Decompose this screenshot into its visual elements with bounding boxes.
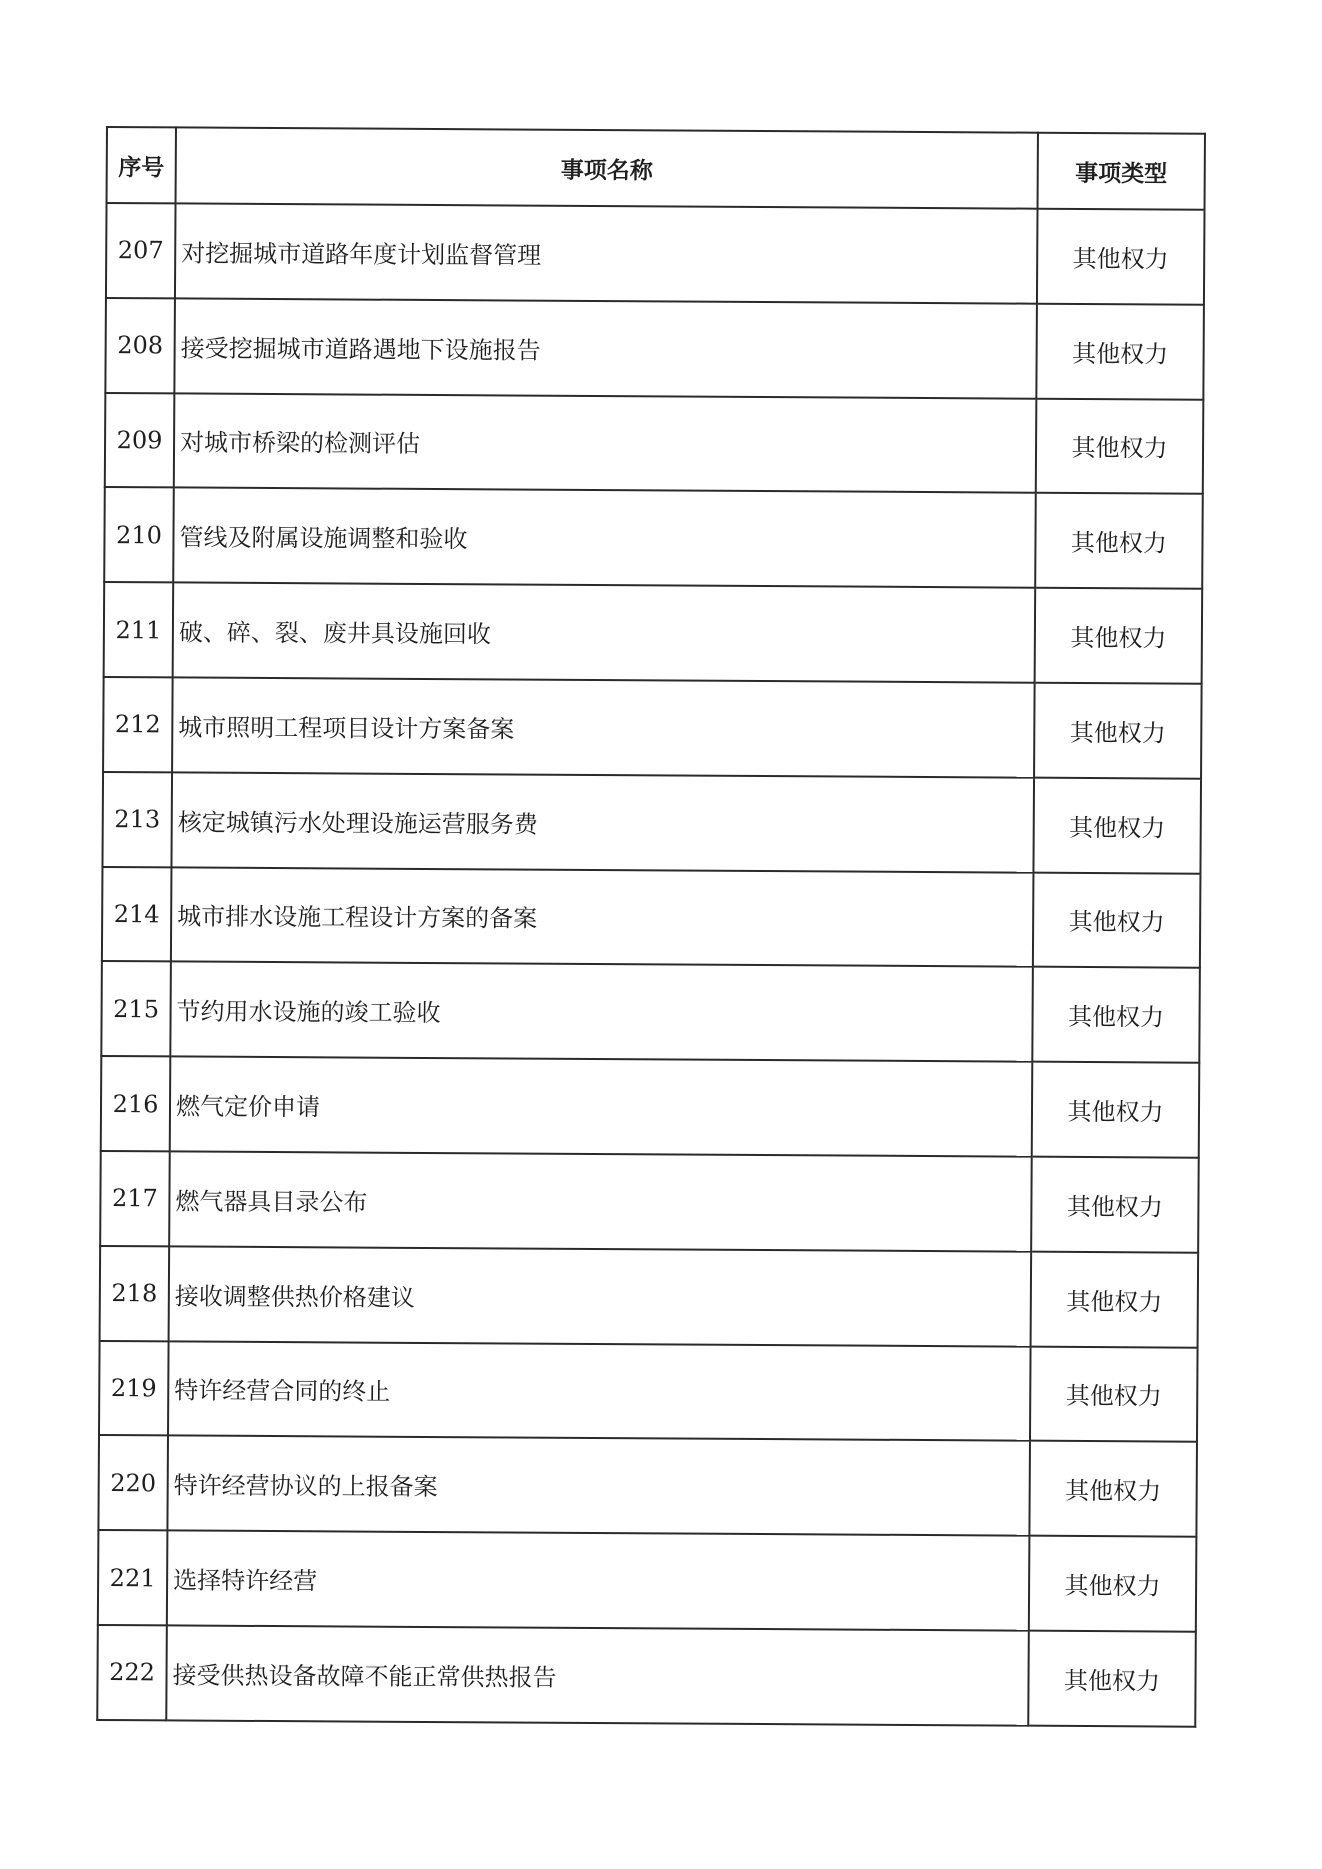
table-row	[104, 582, 1203, 684]
row-type: 其他权力	[1033, 777, 1201, 873]
table-row	[98, 1435, 1197, 1537]
table-row	[105, 298, 1204, 400]
row-type: 其他权力	[1032, 1062, 1200, 1158]
table-body	[97, 203, 1204, 1726]
table-row	[106, 203, 1205, 305]
row-name: 对城市桥梁的检测评估	[174, 393, 1037, 493]
row-name: 破、碎、裂、废井具设施回收	[173, 583, 1036, 683]
row-no: 217	[100, 1151, 170, 1246]
table-row	[103, 677, 1202, 779]
table-row	[105, 393, 1204, 495]
row-no: 208	[105, 298, 175, 393]
row-name: 燃气器具目录公布	[169, 1151, 1032, 1251]
row-type: 其他权力	[1030, 1346, 1198, 1442]
header-type: 事项类型	[1038, 133, 1205, 210]
row-no: 215	[101, 961, 171, 1056]
row-no: 220	[98, 1435, 168, 1530]
row-name: 接收调整供热价格建议	[169, 1246, 1032, 1346]
row-type: 其他权力	[1037, 209, 1205, 305]
row-type: 其他权力	[1028, 1631, 1196, 1727]
row-type: 其他权力	[1032, 967, 1200, 1063]
row-name: 燃气定价申请	[170, 1057, 1033, 1157]
row-type: 其他权力	[1033, 872, 1201, 968]
row-no: 221	[98, 1530, 168, 1625]
row-no: 210	[104, 487, 174, 582]
header-row	[107, 127, 1205, 210]
row-type: 其他权力	[1031, 1251, 1199, 1347]
row-name: 节约用水设施的竣工验收	[170, 962, 1033, 1062]
table-row	[97, 1625, 1196, 1727]
row-no: 207	[106, 203, 176, 298]
row-name: 城市排水设施工程设计方案的备案	[171, 867, 1034, 967]
row-no: 219	[99, 1341, 169, 1436]
row-name: 对挖掘城市道路年度计划监督管理	[175, 203, 1038, 303]
row-name: 特许经营合同的终止	[168, 1341, 1031, 1441]
row-no: 209	[105, 393, 175, 488]
row-no: 211	[104, 582, 174, 677]
row-type: 其他权力	[1031, 1157, 1199, 1253]
table-header	[107, 127, 1205, 210]
row-no: 212	[103, 677, 173, 772]
row-name: 选择特许经营	[167, 1531, 1030, 1631]
table-row	[102, 772, 1201, 874]
row-no: 222	[97, 1625, 167, 1720]
row-type: 其他权力	[1029, 1536, 1197, 1632]
table-row	[104, 487, 1203, 589]
table-row	[102, 867, 1201, 969]
table-row	[98, 1530, 1197, 1632]
table-row	[100, 1151, 1199, 1253]
table-row	[101, 1056, 1200, 1158]
row-name: 城市照明工程项目设计方案备案	[172, 677, 1035, 777]
row-no: 218	[100, 1246, 170, 1341]
row-type: 其他权力	[1029, 1441, 1197, 1537]
row-name: 管线及附属设施调整和验收	[173, 488, 1036, 588]
row-type: 其他权力	[1036, 303, 1204, 399]
row-type: 其他权力	[1035, 588, 1203, 684]
header-name: 事项名称	[176, 127, 1038, 208]
row-name: 特许经营协议的上报备案	[167, 1436, 1030, 1536]
row-no: 216	[101, 1056, 171, 1151]
row-no: 214	[102, 867, 172, 962]
header-no: 序号	[107, 127, 176, 203]
row-type: 其他权力	[1036, 398, 1204, 494]
row-name: 接受挖掘城市道路遇地下设施报告	[174, 298, 1037, 398]
table-row	[99, 1341, 1198, 1443]
row-type: 其他权力	[1035, 493, 1203, 589]
row-no: 213	[102, 772, 172, 867]
items-table	[96, 126, 1206, 1727]
table-row	[101, 961, 1200, 1063]
row-type: 其他权力	[1034, 683, 1202, 779]
row-name: 核定城镇污水处理设施运营服务费	[171, 772, 1034, 872]
table-row	[100, 1246, 1199, 1348]
row-name: 接受供热设备故障不能正常供热报告	[166, 1625, 1029, 1725]
